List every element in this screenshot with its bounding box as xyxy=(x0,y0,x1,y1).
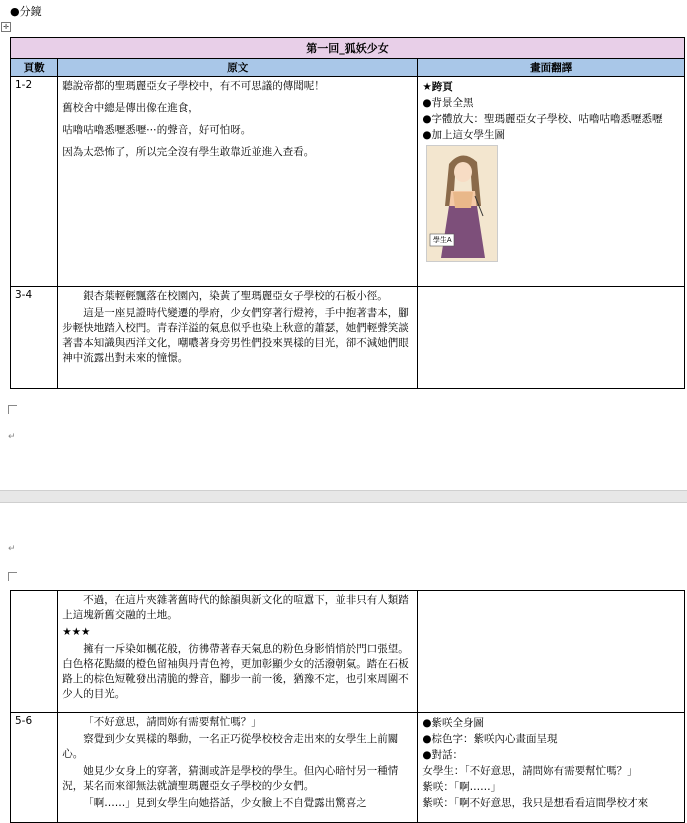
table-move-handle-icon[interactable]: ✛ xyxy=(1,22,11,32)
page-break xyxy=(0,490,687,503)
text-line: 「不好意思，請問妳有需要幫忙嗎？」 xyxy=(83,716,262,728)
text-line: 因為太恐怖了，所以完全沒有學生敢靠近並進入查看。 xyxy=(62,146,315,158)
col-header-page: 頁數 xyxy=(11,59,58,77)
text-line: 「啊……」見到女學生向她搭話，少女臉上不自覺露出驚喜之 xyxy=(83,797,367,809)
text-line: 她見少女身上的穿著，猜測或許是學校的學生。但內心暗忖另一種情況，某名而來卻無法就讀聖瑪麗亞女子學校的少女們。 xyxy=(62,765,399,792)
page-cell: 5-6 xyxy=(11,713,58,823)
notes-cell xyxy=(418,77,685,287)
table-row xyxy=(11,591,685,713)
note-line: ●棕色字：紫咲內心畫面呈現 xyxy=(422,733,558,745)
text-line: 銀杏葉輕輕飄落在校園內，染黃了聖瑪麗亞女子學校的石板小徑。 xyxy=(83,290,388,302)
text-cell xyxy=(58,287,418,389)
student-figure-image xyxy=(426,145,498,262)
note-line: ●紫咲全身圖 xyxy=(422,717,484,729)
table-row xyxy=(11,713,685,823)
page-cell xyxy=(11,591,58,713)
note-line: ●加上這女學生圖 xyxy=(422,129,505,141)
storyboard-table-continued xyxy=(10,590,685,823)
paragraph-mark-icon: ↵ xyxy=(8,432,16,442)
text-line: ★★★ xyxy=(62,626,91,638)
text-line: 察覺到少女異樣的舉動，一名正巧從學校校舍走出來的女學生上前關心。 xyxy=(62,733,399,760)
table-row xyxy=(11,287,685,389)
page-cell: 3-4 xyxy=(11,287,58,389)
page-corner-mark-icon xyxy=(8,405,17,414)
page-corner-mark-icon xyxy=(8,572,17,581)
text-line: 聽說帝都的聖瑪麗亞女子學校中，有不可思議的傳聞呢！ xyxy=(62,80,325,92)
note-line: 女學生：「不好意思，請問妳有需要幫忙嗎？」 xyxy=(422,765,638,777)
figure-label: 學生A xyxy=(432,236,452,244)
col-header-notes: 畫面翻譯 xyxy=(418,59,685,77)
text-line: 這是一座見證時代變遷的學府，少女們穿著行燈袴，手中抱著書本，腳步輕快地踏入校門。青春洋溢的氣息似乎也染上秋意的蕭瑟，她們輕聲笑談著書本知識與西洋文化，嘲噥著身旁男性們投來異樣的目光，卻不減她們眼神中流露出對未來的憧憬。 xyxy=(62,307,409,364)
text-line: 擁有一斥染如楓花般，彷彿帶著春天氣息的粉色身影悄悄於門口張望。白色格花點綴的橙色留袖與丹青色袴，更加彰顯少女的活潑朝氣。踏在石板路上的棕色短靴發出清脆的聲音，腳步一前一後，猶豫不定，也引來周圍不少人的目光。 xyxy=(62,643,409,700)
text-cell xyxy=(58,77,418,287)
header-row xyxy=(11,59,685,77)
storyboard-table xyxy=(10,37,685,389)
text-line: 咕嚕咕嚕悉嚦悉嚦⋯的聲音，好可怕呀。 xyxy=(62,124,252,136)
page-cell: 1-2 xyxy=(11,77,58,287)
note-line: 紫咲：「啊……」 xyxy=(422,781,502,793)
text-cell xyxy=(58,591,418,713)
note-line: ●字體放大：聖瑪麗亞女子學校、咕嚕咕嚕悉嚦悉嚦 xyxy=(422,113,663,125)
storyboard-heading: ●分鏡 xyxy=(10,5,42,18)
note-line: ●對話： xyxy=(422,749,463,761)
text-line: 不過，在這片夾雜著舊時代的餘韻與新文化的喧囂下，並非只有人類踏上這塊新舊交融的土地。 xyxy=(62,594,409,621)
table-row xyxy=(11,77,685,287)
chapter-title-row xyxy=(11,38,685,59)
note-line: ●背景全黑 xyxy=(422,97,474,109)
note-line: 紫咲：「啊不好意思，我只是想看看這間學校才來 xyxy=(422,797,649,809)
notes-cell xyxy=(418,713,685,823)
note-line: ★跨頁 xyxy=(422,81,453,93)
notes-cell xyxy=(418,591,685,713)
text-cell xyxy=(58,713,418,823)
chapter-title: 第一回_狐妖少女 xyxy=(11,38,685,59)
notes-cell xyxy=(418,287,685,389)
paragraph-mark-icon: ↵ xyxy=(8,544,16,554)
text-line: 舊校舍中總是傳出像在進食， xyxy=(62,102,199,114)
col-header-text: 原文 xyxy=(58,59,418,77)
